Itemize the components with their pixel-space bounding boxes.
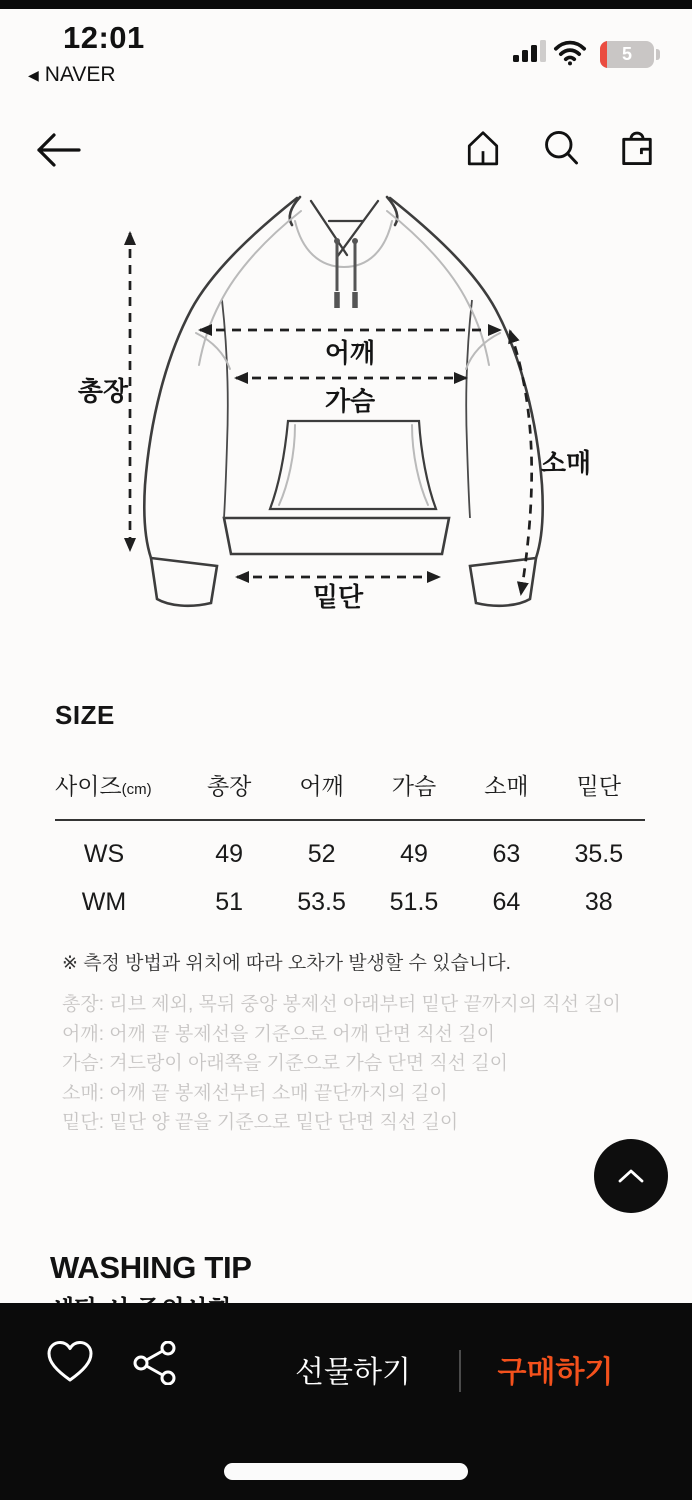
return-app-label: NAVER: [44, 63, 116, 86]
home-indicator[interactable]: [224, 1463, 468, 1480]
search-button[interactable]: [541, 128, 581, 173]
bottom-bar-divider: [459, 1350, 461, 1392]
scroll-to-top-button[interactable]: [594, 1139, 668, 1213]
diagram-label-chest: 가슴: [324, 386, 376, 416]
col-shoulder: 어깨: [299, 773, 344, 799]
table-row: WS 49 52 49 63 35.5: [83, 840, 624, 868]
share-icon: [132, 1341, 178, 1385]
note-chest: 가슴: 겨드랑이 아래쪽을 기준으로 가슴 단면 직선 길이: [62, 1053, 509, 1074]
drawstrings: [334, 238, 358, 308]
size-heading: SIZE: [55, 700, 115, 730]
note-shoulder: 어깨: 어깨 끝 봉제선을 기준으로 어깨 단면 직선 길이: [62, 1023, 495, 1045]
col-length: 총장: [206, 773, 252, 799]
battery-low-fill: [600, 41, 607, 68]
home-button[interactable]: [464, 128, 502, 173]
top-bezel: [0, 0, 692, 9]
col-sleeve: 소매: [484, 773, 529, 799]
diagram-label-hem: 밑단: [312, 582, 364, 612]
battery-percent: 5: [621, 44, 632, 64]
battery-icon: [600, 41, 654, 68]
note-hem: 밑단: 밑단 양 끝을 기준으로 밑단 단면 직선 길이: [62, 1112, 459, 1133]
battery-cap: [656, 49, 660, 60]
size-guide-diagram: [0, 195, 692, 645]
status-time: 12:01: [63, 20, 145, 55]
return-to-app[interactable]: [28, 63, 116, 87]
measurement-notes: [62, 990, 621, 1138]
size-table: [55, 768, 645, 917]
wishlist-button[interactable]: [46, 1339, 94, 1390]
shopping-bag-button[interactable]: [617, 126, 657, 173]
share-button[interactable]: [132, 1341, 178, 1390]
buy-button[interactable]: 구매하기: [497, 1356, 614, 1389]
hood-collar: [311, 201, 378, 257]
diagram-label-shoulder: 어깨: [324, 338, 376, 368]
nav-bar: [0, 112, 692, 190]
gift-button[interactable]: 선물하기: [295, 1356, 411, 1389]
measurement-disclaimer: ※ 측정 방법과 위치에 따라 오차가 발생할 수 있습니다.: [62, 953, 511, 974]
note-length: 총장: 리브 제외, 목뒤 중앙 봉제선 아래부터 밑단 끝까지의 직선 길이: [62, 994, 621, 1015]
back-button[interactable]: [32, 130, 84, 175]
size-table-header: [55, 768, 645, 821]
col-hem: 밑단: [576, 773, 622, 799]
diagram-label-length: 총장: [77, 376, 129, 406]
back-triangle-icon: ◀: [28, 66, 39, 83]
table-row: WM 51 53.5 51.5 64 38: [81, 888, 613, 916]
col-chest: 가슴: [391, 773, 437, 799]
washing-tip-heading: WASHING TIP: [50, 1250, 252, 1285]
diagram-label-sleeve: 소매: [540, 448, 592, 478]
heart-icon: [46, 1339, 94, 1385]
note-sleeve: 소매: 어깨 끝 봉제선부터 소매 끝단까지의 길이: [62, 1082, 448, 1104]
wifi-icon: [553, 40, 587, 71]
chevron-up-icon: [616, 1166, 646, 1186]
bottom-action-bar: [0, 1303, 692, 1500]
signal-strength-icon: [513, 40, 546, 62]
col-size: 사이즈(cm): [55, 773, 152, 799]
